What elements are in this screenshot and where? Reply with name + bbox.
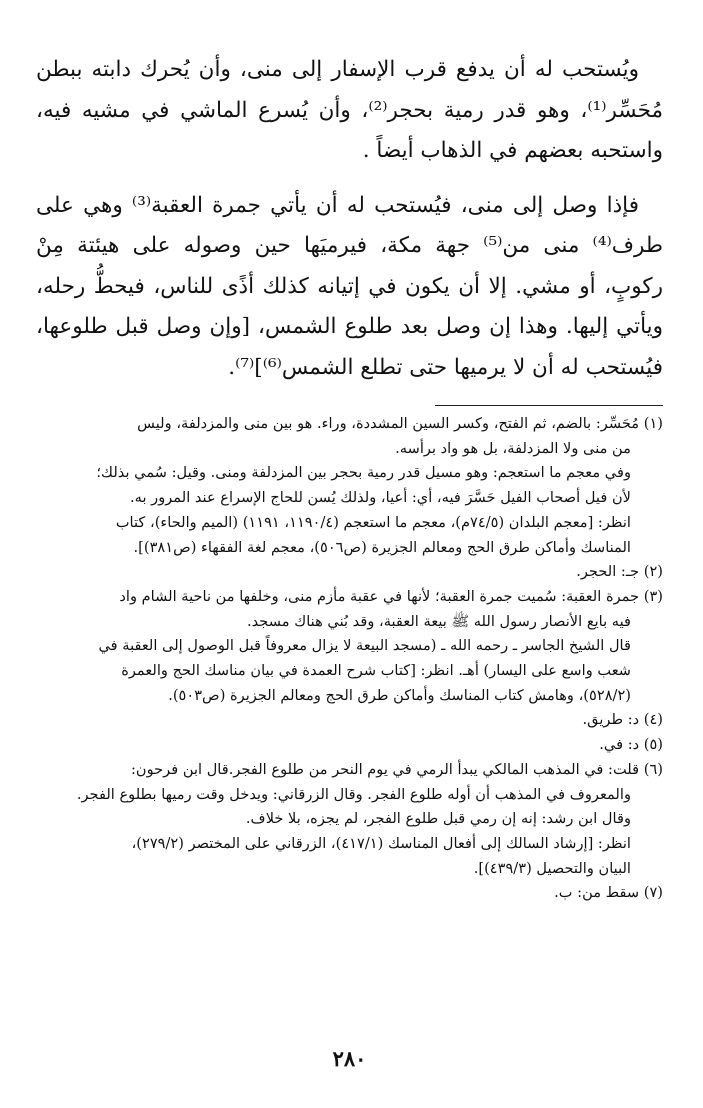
- footnote-line: (٤) د: طريق.: [582, 711, 663, 729]
- footnote-line: من منى ولا المزدلفة، بل هو واد برأسه.: [395, 439, 631, 457]
- footnote-line: وفي معجم ما استعجم: وهو مسيل قدر رمية بحجر بين المزدلفة ومنى. وقيل: سُمي بذلك؛: [96, 464, 631, 482]
- footnote-line: المناسك وأماكن طرق الحج ومعالم الجزيرة (ص٥٠٦)، معجم لغة الفقهاء (ص٣٨١)].: [133, 538, 631, 556]
- footnote-line: وقال ابن رشد: إنه إن رمي قبل طلوع الفجر، لم يجزه، بلا خلاف.: [245, 810, 631, 828]
- footnote-line: البيان والتحصيل (٤٣٩/٣)].: [473, 859, 631, 877]
- main-text: [36, 50, 663, 388]
- footnote-line: (١) مُحَسِّر: بالضم، ثم الفتح، وكسر السين المشددة، وراء. هو بين منى والمزدلفة، وليس: [137, 415, 663, 432]
- footnote-line: والمعروف في المذهب أن أوله طلوع الفجر. وقال الزرقاني: ويدخل وقت رميها بطلوع الفجر.: [76, 785, 631, 803]
- footnote-line: انظر: [معجم البلدان (٧٤/٥م)، معجم ما استعجم (١١٩٠/٤، ١١٩١) (الميم والحاء)، كتاب: [115, 513, 631, 531]
- footnote-line: قال الشيخ الجاسر ـ رحمه الله ـ (مسجد البيعة لا يزال معروفاً قبل الوصول إلى العقبة في: [98, 637, 631, 655]
- footnotes: [36, 412, 663, 906]
- book-page: [36, 0, 663, 1108]
- footnote-line: (٦) قلت: في المذهب المالكي يبدأ الرمي في يوم النحر من طلوع الفجر.قال ابن فرحون:: [130, 760, 663, 778]
- footnote-line: (٢) جـ: الحجر.: [576, 563, 663, 581]
- paragraph-1: ويُستحب له أن يدفع قرب الإسفار إلى منى، وأن يُحرك دابته ببطن مُحَسِّر⁽¹⁾، وهو قدر رمية بحجر⁽²⁾، وأن يُسرع الماشي في مشيه فيه، واستحبه بعضهم في الذهاب أيضاً .: [36, 57, 663, 163]
- footnote-line: شعب واسع على اليسار) أهـ. انظر: [كتاب شرح العمدة في بيان مناسك الحج والعمرة: [121, 662, 631, 680]
- footnote-line: (٥) د: في.: [599, 736, 663, 754]
- paragraph-2: فإذا وصل إلى منى، فيُستحب له أن يأتي جمرة العقبة⁽³⁾ وهي على طرف⁽⁴⁾ منى من⁽⁵⁾ جهة مكة، فيرميَها حين وصوله على هيئتة مِنْ ركوبٍ، أو مشي. إلا أن يكون في إتيانه كذلك أذًى للناس، فيحطُّ رحله، ويأتي إليها. وهذا إن وصل بعد طلوع الشمس، [وإن وصل قبل طلوعها، فيُستحب له أن لا يرميها حتى تطلع الشمس⁽⁶⁾]⁽⁷⁾.: [36, 192, 663, 380]
- footnote-line: لأن فيل أصحاب الفيل حَسَّرَ فيه، أي: أعيا، ولذلك يُسن للحاج الإسراع عند المرور به.: [130, 489, 631, 507]
- footnote-line: فيه بايع الأنصار رسول الله ﷺ بيعة العقبة، وقد بُني هناك مسجد.: [247, 612, 631, 630]
- footnote-line: انظر: [إرشاد السالك إلى أفعال المناسك (٤١٧/١)، الزرقاني على المختصر (٢٧٩/٢)،: [131, 834, 631, 852]
- footnote-line: (٣) جمرة العقبة: سُميت جمرة العقبة؛ لأنها في عقبة مأزم منى، وخلفها من ناحية الشام واد: [119, 587, 663, 605]
- footnote-line: (٥٢٨/٢)، وهامش كتاب المناسك وأماكن طرق الحج ومعالم الجزيرة (ص٥٠٣).: [168, 686, 631, 704]
- footnote-separator: [435, 405, 663, 406]
- footnote-line: (٧) سقط من: ب.: [554, 884, 663, 902]
- page-number: ٢٨٠: [332, 1046, 367, 1071]
